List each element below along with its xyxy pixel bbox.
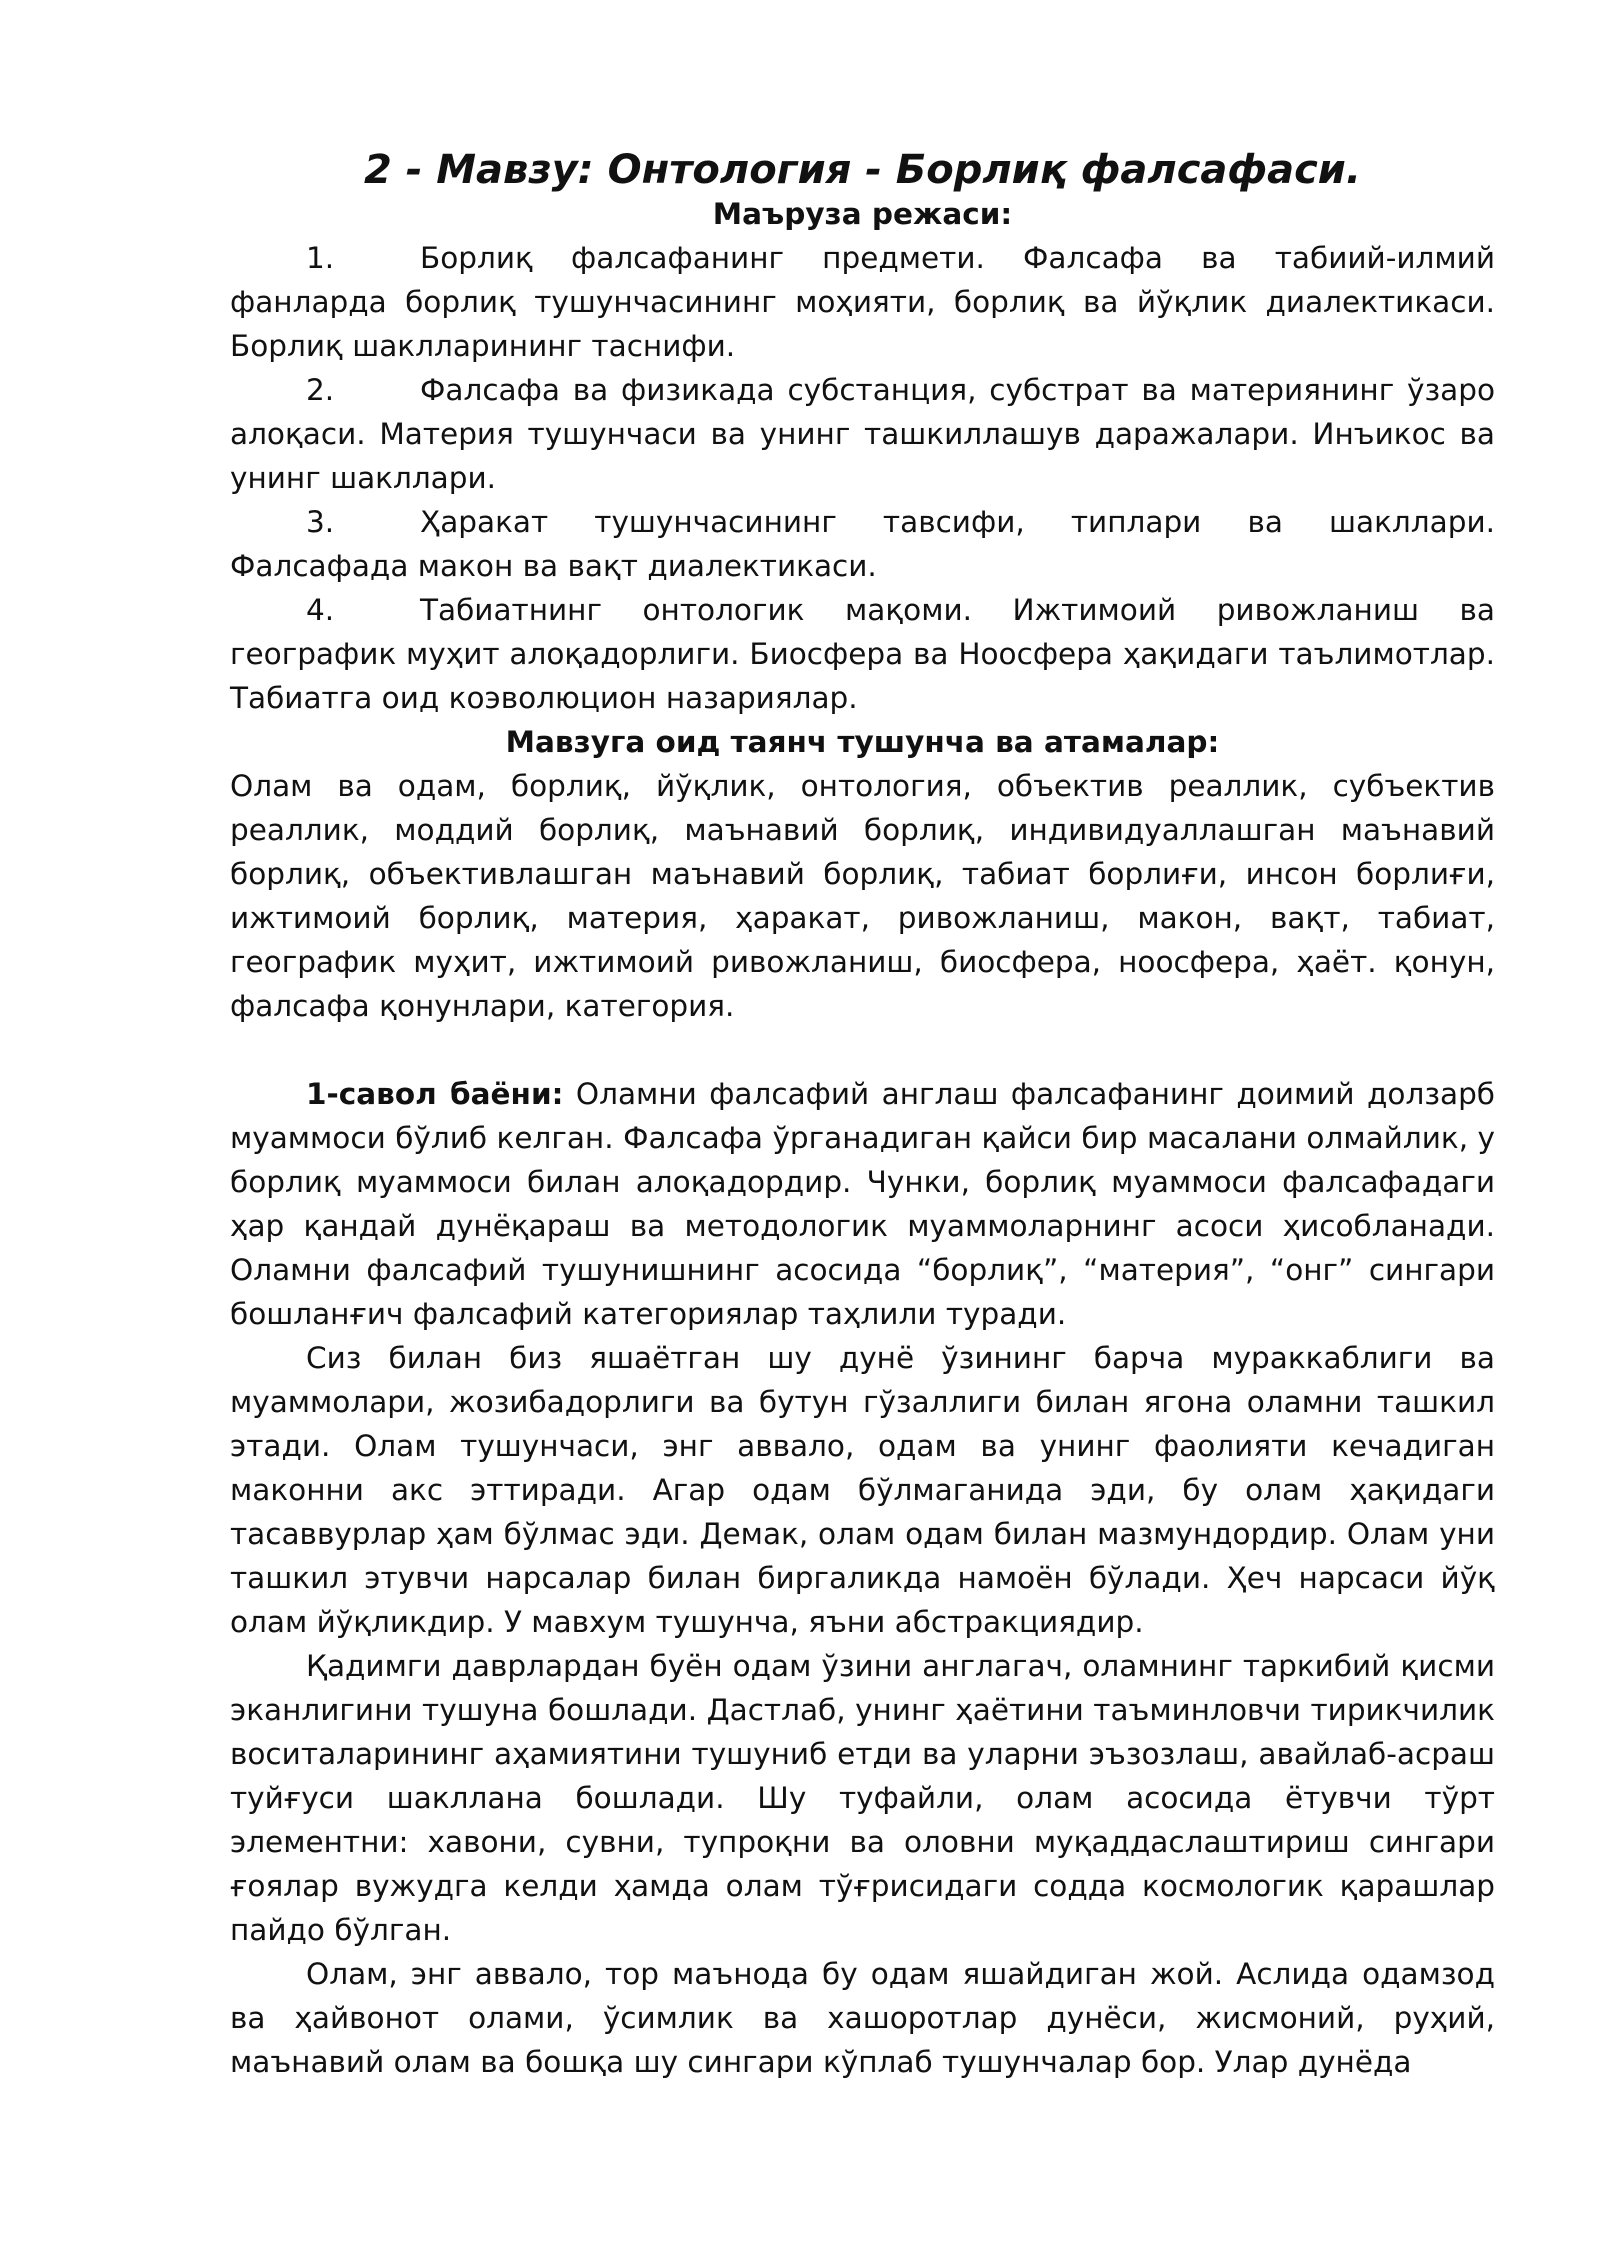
plan-item-text: Табиатнинг онтологик мақоми. Ижтимоий ривожланиш ва географик муҳит алоқадорлиги. Биосфера ва Ноосфера ҳақидаги таълимотлар. Табиатга оид коэволюцион назариялар.	[230, 593, 1495, 715]
document-page	[230, 142, 1495, 2084]
question-1-label: 1-савол баёни:	[306, 1077, 564, 1111]
body-paragraph: Қадимги даврлардан буён одам ўзини англагач, оламнинг таркибий қисми эканлигини тушуна бошлади. Дастлаб, унинг ҳаётини таъминловчи тирикчилик воситаларининг аҳамиятини тушуниб етди ва уларни эъзозлаш, авайлаб-асраш туйғуси шакллана бошлади. Шу туфайли, олам асосида ётувчи тўрт элементни: хавони, сувни, тупроқни ва оловни муқаддаслаштириш сингари ғоялар вужудга келди ҳамда олам тўғрисидаги содда космологик қарашлар пайдо бўлган.	[230, 1649, 1495, 1947]
plan-item-number: 4.	[306, 593, 335, 627]
question-1-text: Оламни фалсафий англаш фалсафанинг доимий долзарб муаммоси бўлиб келган. Фалсафа ўрганадиган қайси бир масалани олмайлик, у борлиқ муаммоси билан алоқадордир. Чунки, борлиқ муаммоси фалсафадаги ҳар қандай дунёқараш ва методологик муаммоларнинг асоси ҳисобланади. Оламни фалсафий тушунишнинг асосида “борлиқ”, “материя”, “онг” сингари бошланғич фалсафий категориялар таҳлили туради.	[230, 1077, 1495, 1331]
document-title: 2 - Мавзу: Онтология - Борлиқ фалсафаси.	[363, 147, 1362, 193]
terms-heading: Мавзуга оид таянч тушунча ва атамалар:	[505, 725, 1220, 759]
plan-item	[230, 500, 1495, 588]
plan-item	[230, 236, 1495, 368]
plan-item-text: Ҳаракат тушунчасининг тавсифи, типлари ва шакллари. Фалсафада макон ва вақт диалектикаси.	[230, 505, 1495, 583]
body-paragraph: Олам, энг аввало, тор маънода бу одам яшайдиган жой. Аслида одамзод ва ҳайвонот олами, ўсимлик ва хашоротлар дунёси, жисмоний, руҳий, маънавий олам ва бошқа шу сингари кўплаб тушунчалар бор. Улар дунёда	[230, 1957, 1495, 2079]
spacer	[230, 1028, 1495, 1072]
plan-item-text: Борлиқ фалсафанинг предмети. Фалсафа ва табиий-илмий фанларда борлиқ тушунчасининг моҳияти, борлиқ ва йўқлик диалектикаси. Борлиқ шаклларининг таснифи.	[230, 241, 1495, 363]
plan-item	[230, 368, 1495, 500]
plan-item-number: 3.	[306, 505, 335, 539]
terms-paragraph: Олам ва одам, борлиқ, йўқлик, онтология, объектив реаллик, субъектив реаллик, моддий борлиқ, маънавий борлиқ, индивидуаллашган маънавий борлиқ, объективлашган маънавий борлиқ, табиат борлиғи, инсон борлиғи, ижтимоий борлиқ, материя, ҳаракат, ривожланиш, макон, вақт, табиат, географик муҳит, ижтимоий ривожланиш, биосфера, ноосфера, ҳаёт. қонун, фалсафа қонунлари, категория.	[230, 769, 1495, 1023]
question-1-paragraph	[230, 1072, 1495, 1336]
plan-item-number: 1.	[306, 241, 335, 275]
body-paragraph: Сиз билан биз яшаётган шу дунё ўзининг барча мураккаблиги ва муаммолари, жозибадорлиги ва бутун гўзаллиги билан ягона оламни ташкил этади. Олам тушунчаси, энг аввало, одам ва унинг фаолияти кечадиган маконни акс эттиради. Агар одам бўлмаганида эди, бу олам ҳақидаги тасаввурлар ҳам бўлмас эди. Демак, олам одам билан мазмундордир. Олам уни ташкил этувчи нарсалар билан биргаликда намоён бўлади. Ҳеч нарсаси йўқ олам йўқликдир. У мавхум тушунча, яъни абстракциядир.	[230, 1341, 1495, 1639]
plan-list	[230, 236, 1495, 720]
plan-item-text: Фалсафа ва физикада субстанция, субстрат ва материянинг ўзаро алоқаси. Материя тушунчаси ва унинг ташкиллашув даражалари. Инъикос ва унинг шакллари.	[230, 373, 1495, 495]
plan-heading: Маъруза режаси:	[712, 197, 1013, 231]
plan-item-number: 2.	[306, 373, 335, 407]
plan-item	[230, 588, 1495, 720]
